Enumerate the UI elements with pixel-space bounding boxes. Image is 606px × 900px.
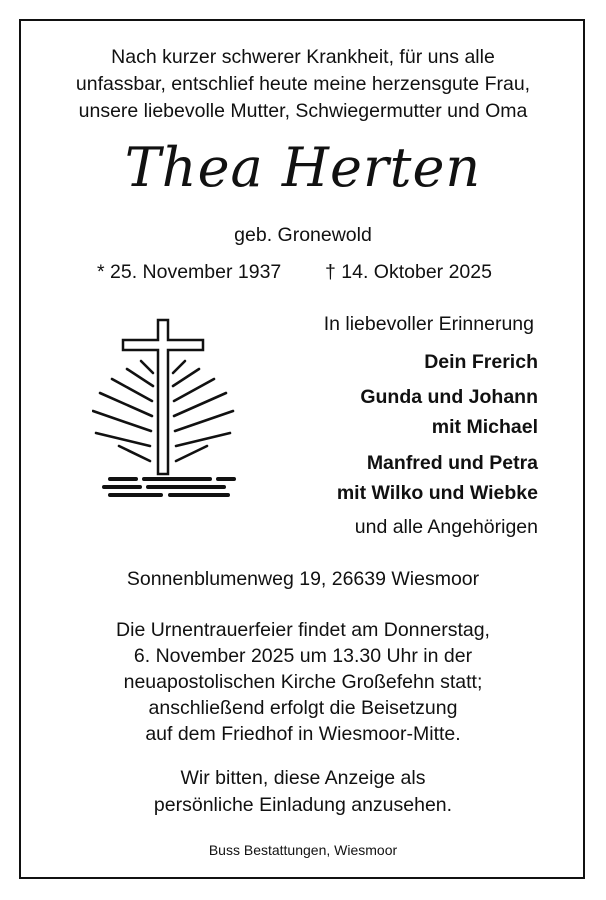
invitation-line-1: Wir bitten, diese Anzeige als bbox=[180, 767, 426, 789]
remembrance-text: In liebevoller Erinnerung bbox=[323, 313, 534, 335]
address: Sonnenblumenweg 19, 26639 Wiesmoor bbox=[126, 568, 480, 590]
ceremony-line-2: 6. November 2025 um 13.30 Uhr in der bbox=[133, 645, 473, 667]
ceremony-line-1: Die Urnentrauerfeier findet am Donnerstag, bbox=[116, 619, 490, 641]
mourner-line-2: Gunda und Johann bbox=[360, 386, 538, 408]
death-date: † 14. Oktober 2025 bbox=[325, 261, 492, 283]
mourner-line-1: Dein Frerich bbox=[424, 351, 538, 373]
cross-sunrise-icon bbox=[92, 318, 242, 498]
ceremony-line-4: anschließend erfolgt die Beisetzung bbox=[148, 697, 458, 719]
mourner-line-3: mit Michael bbox=[431, 416, 538, 438]
ceremony-line-3: neuapostolischen Kirche Großefehn statt; bbox=[123, 671, 483, 693]
birth-name: geb. Gronewold bbox=[234, 224, 372, 246]
intro-line-2: unfassbar, entschlief heute meine herzensgute Frau, bbox=[75, 73, 531, 95]
undertaker-credit: Buss Bestattungen, Wiesmoor bbox=[208, 842, 398, 858]
intro-line-1: Nach kurzer schwerer Krankheit, für uns alle bbox=[111, 46, 495, 68]
mourner-line-4: Manfred und Petra bbox=[366, 452, 538, 474]
deceased-name: Thea Herten bbox=[124, 136, 482, 199]
intro-line-3: unsere liebevolle Mutter, Schwiegermutter und Oma bbox=[78, 100, 528, 122]
mourner-line-5: mit Wilko und Wiebke bbox=[336, 482, 538, 504]
invitation-line-2: persönliche Einladung anzusehen. bbox=[153, 794, 453, 816]
ceremony-line-5: auf dem Friedhof in Wiesmoor-Mitte. bbox=[145, 723, 461, 745]
relatives-text: und alle Angehörigen bbox=[354, 516, 538, 538]
birth-date: * 25. November 1937 bbox=[97, 261, 282, 283]
